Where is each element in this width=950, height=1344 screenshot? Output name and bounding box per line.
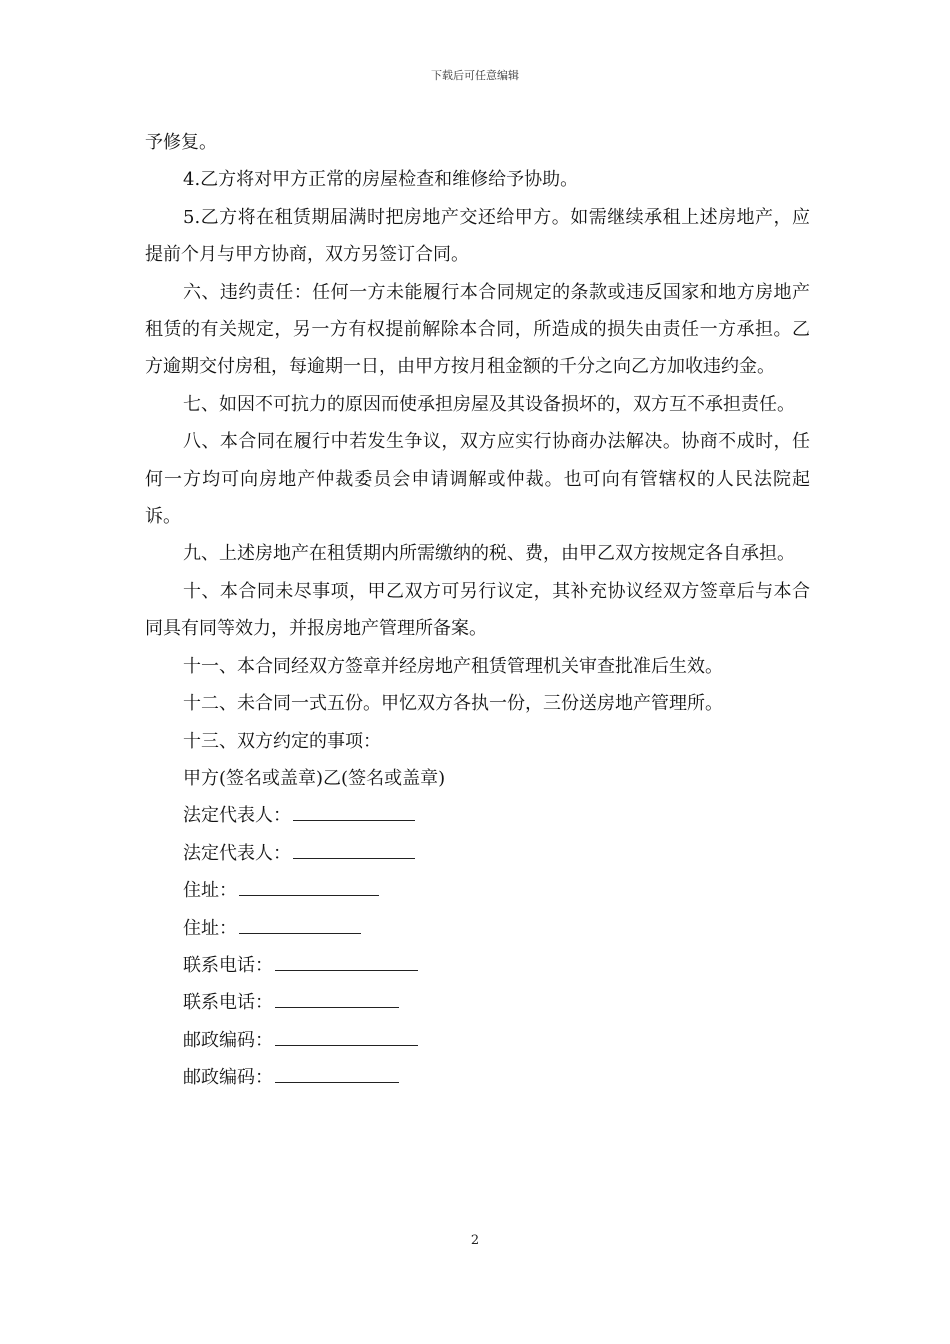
document-body [145,124,810,1097]
signature-line-postcode-b [145,1059,810,1096]
blank-line [239,879,379,896]
field-label: 邮政编码： [183,1067,273,1089]
signature-line-phone-b [145,984,810,1021]
field-label: 法定代表人： [183,805,291,827]
signature-line-legal-rep-a [145,797,810,834]
field-label: 邮政编码： [183,1029,273,1051]
signature-line-postcode-a [145,1022,810,1059]
signature-line-phone-a [145,947,810,984]
blank-line [239,917,361,934]
field-label: 联系电话： [183,954,273,976]
page-number: 2 [470,1233,480,1248]
blank-line [275,1029,418,1046]
clause-9-taxes: 九、上述房地产在租赁期内所需缴纳的税、费，由甲乙双方按规定各自承担。 [183,543,795,565]
blank-line [293,804,415,821]
blank-line [275,954,418,971]
paragraph-continuation: 予修复。 [145,132,217,153]
clause-5-4: 4.乙方将对甲方正常的房屋检查和维修给予协助。 [183,169,579,191]
clause-8-disputes: 八、本合同在履行中若发生争议，双方应实行协商办法解决。协商不成时，任何一方均可向房地产仲裁委员会申请调解或仲裁。也可向有管辖权的人民法院起诉。 [145,431,810,528]
clause-6-breach-liability: 六、违约责任：任何一方未能履行本合同规定的条款或违反国家和地方房地产租赁的有关规定，另一方有权提前解除本合同，所造成的损失由责任一方承担。乙方逾期交付房租，每逾期一日，由甲方按月租金额的千分之向乙方加收违约金。 [145,281,810,378]
clause-11-effective: 十一、本合同经双方签章并经房地产租赁管理机关审查批准后生效。 [183,655,723,677]
blank-line [275,991,399,1008]
signature-line-legal-rep-b [145,835,810,872]
clause-5-5: 5.乙方将在租赁期届满时把房地产交还给甲方。如需继续承租上述房地产，应提前个月与甲方协商，双方另签订合同。 [145,206,810,266]
field-label: 住址： [183,917,237,939]
blank-line [275,1066,399,1083]
signature-parties: 甲方(签名或盖章)乙(签名或盖章) [183,767,446,789]
clause-13-agreed-matters: 十三、双方约定的事项： [183,730,381,752]
signature-line-address-a [145,872,810,909]
page-header: 下载后可任意编辑 [431,69,519,82]
field-label: 住址： [183,880,237,902]
clause-12-copies: 十二、未合同一式五份。甲忆双方各执一份，三份送房地产管理所。 [183,693,723,715]
signature-line-address-b [145,910,810,947]
field-label: 联系电话： [183,992,273,1014]
blank-line [293,842,415,859]
field-label: 法定代表人： [183,842,291,864]
clause-10-supplement: 十、本合同未尽事项，甲乙双方可另行议定，其补充协议经双方签章后与本合同具有同等效力，并报房地产管理所备案。 [145,580,810,640]
clause-7-force-majeure: 七、如因不可抗力的原因而使承担房屋及其设备损坏的，双方互不承担责任。 [183,393,795,415]
